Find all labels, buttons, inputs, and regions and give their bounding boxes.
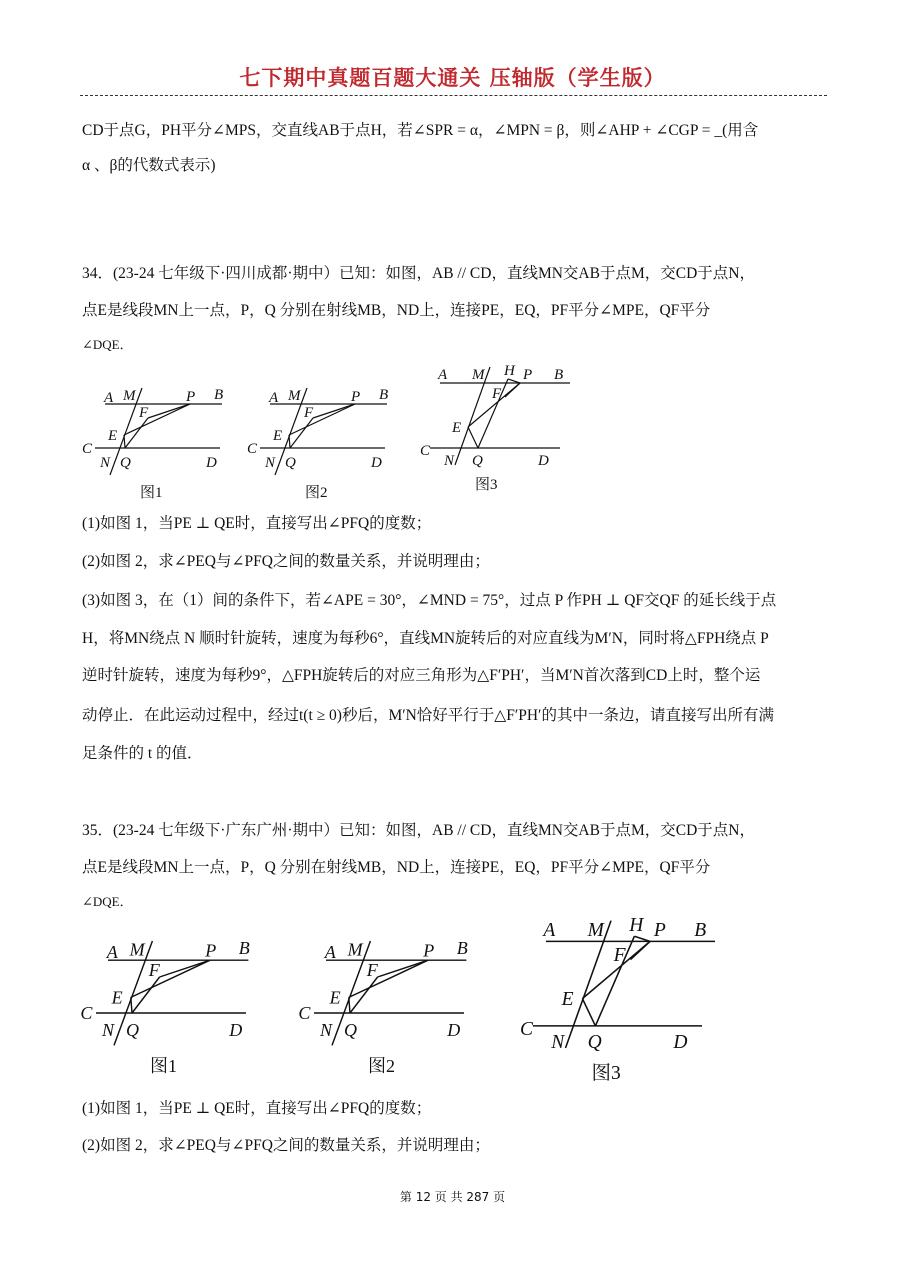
point-label: C	[420, 443, 431, 459]
figure-caption: 图3	[475, 477, 498, 493]
point-label: B	[456, 938, 468, 959]
point-label: N	[265, 455, 276, 471]
point-label: N	[551, 1032, 565, 1053]
question: (2)如图 2，求∠PEQ与∠PFQ之间的数量关系，并说明理由；	[82, 553, 490, 570]
point-label: F	[139, 405, 149, 421]
problem-35-figure-2	[296, 935, 476, 1079]
point-label: F	[366, 959, 378, 980]
point-label: B	[554, 367, 564, 383]
point-label: B	[379, 387, 389, 403]
problem-34-text: ∠DQE．	[82, 337, 133, 352]
problem-35-figure-3	[520, 918, 728, 1087]
figure-segment	[124, 435, 125, 448]
point-label: F	[148, 959, 160, 980]
figure-caption: 图1	[140, 485, 163, 501]
figure-segment	[582, 999, 595, 1026]
question: (3)如图 3，在（1）间的条件下，若∠APE = 30°，∠MND = 75°，过点 P 作PH ⊥ QF交QF 的延长线于点	[82, 592, 777, 609]
point-label: C	[82, 441, 93, 457]
point-label: B	[214, 387, 224, 403]
point-label: N	[320, 1019, 333, 1040]
header-divider	[80, 95, 827, 96]
figure-segment	[148, 404, 190, 418]
point-label: Q	[120, 455, 131, 471]
page-number: 第 12 页 共 287 页	[399, 1190, 506, 1204]
point-label: D	[538, 453, 549, 469]
point-label: E	[452, 420, 462, 436]
problem-34-figure-2	[245, 383, 395, 503]
point-label: H	[504, 365, 515, 379]
point-label: M	[288, 388, 301, 404]
point-label: D	[673, 1032, 688, 1053]
point-label: A	[324, 941, 336, 962]
point-label: A	[438, 367, 448, 383]
point-label: Q	[344, 1019, 357, 1040]
figure-caption: 图2	[368, 1055, 395, 1076]
point-label: E	[561, 989, 574, 1011]
figure-caption: 图2	[305, 485, 328, 501]
point-label: C	[247, 441, 258, 457]
point-label: A	[543, 920, 556, 942]
point-label: A	[269, 390, 279, 406]
figure-segment	[468, 427, 478, 448]
problem-34-text: 点E是线段MN上一点，P，Q 分别在射线MB，ND上，连接PE，EQ，PF平分∠MPE，QF平分	[82, 302, 711, 319]
point-label: P	[205, 940, 217, 961]
point-label: N	[444, 453, 455, 469]
point-label: N	[102, 1019, 115, 1040]
problem-35-figure-1	[78, 935, 258, 1079]
figure-segment	[631, 941, 651, 959]
point-label: B	[238, 938, 250, 959]
point-label: C	[80, 1003, 93, 1023]
problem-35-text: 35．(23-24 七年级下·广东广州·期中）已知：如图，AB // CD，直线MN交AB于点M，交CD于点N，	[82, 822, 755, 839]
text-line: CD于点G，PH平分∠MPS，交直线AB于点H，若∠SPR = α，∠MPN = β，则∠AHP + ∠CGP = _(用含	[82, 122, 759, 139]
point-label: N	[100, 455, 111, 471]
point-label: E	[329, 987, 341, 1008]
problem-35-text: 点E是线段MN上一点，P，Q 分别在射线MB，ND上，连接PE，EQ，PF平分∠MPE，QF平分	[82, 859, 711, 876]
figure-segment	[378, 960, 428, 977]
point-label: P	[186, 389, 196, 405]
page-title: 七下期中真题百题大通关 压轴版（学生版）	[239, 66, 666, 90]
point-label: M	[123, 388, 136, 404]
point-label: D	[206, 455, 217, 471]
point-label: F	[304, 405, 314, 421]
point-label: H	[629, 918, 644, 936]
point-label: P	[653, 920, 666, 942]
point-label: A	[104, 390, 114, 406]
point-label: E	[111, 987, 123, 1008]
point-label: F	[613, 944, 626, 966]
point-label: F	[492, 386, 502, 402]
figure-caption: 图3	[591, 1063, 621, 1085]
figure-segment	[508, 379, 520, 383]
point-label: P	[523, 367, 533, 383]
point-label: D	[447, 1019, 461, 1040]
point-label: D	[371, 455, 382, 471]
text-line: α 、β的代数式表示)	[82, 157, 216, 174]
point-label: P	[423, 940, 435, 961]
figure-segment	[160, 960, 210, 977]
point-label: C	[298, 1003, 311, 1023]
figure-segment	[634, 936, 650, 941]
question: 足条件的 t 的值．	[82, 745, 203, 762]
point-label: M	[587, 920, 604, 942]
question: 动停止．在此运动过程中，经过t(t ≥ 0)秒后，M′N恰好平行于△F′PH′的其中一条边，请直接写出所有满	[82, 707, 774, 724]
point-label: P	[351, 389, 361, 405]
question: H，将MN绕点 N 顺时针旋转，速度为每秒6°，直线MN旋转后的对应直线为M′N，同时将△FPH绕点 P	[82, 630, 769, 647]
point-label: M	[129, 939, 145, 960]
point-label: Q	[587, 1032, 602, 1053]
figure-segment	[505, 383, 520, 397]
question: (2)如图 2，求∠PEQ与∠PFQ之间的数量关系，并说明理由；	[82, 1137, 490, 1154]
point-label: E	[108, 428, 118, 444]
question: (1)如图 1，当PE ⊥ QE时，直接写出∠PFQ的度数；	[82, 515, 432, 532]
problem-35-text: ∠DQE．	[82, 894, 133, 909]
question: 逆时针旋转，速度为每秒9°，△FPH旋转后的对应三角形为△F′PH′，当M′N首次落到CD上时，整个运	[82, 667, 761, 684]
point-label: D	[229, 1019, 243, 1040]
point-label: M	[347, 939, 363, 960]
point-label: Q	[472, 453, 483, 469]
figure-segment	[131, 997, 132, 1013]
point-label: Q	[126, 1019, 139, 1040]
question: (1)如图 1，当PE ⊥ QE时，直接写出∠PFQ的度数；	[82, 1100, 432, 1117]
point-label: A	[106, 941, 118, 962]
problem-34-text: 34．(23-24 七年级下·四川成都·期中）已知：如图，AB // CD，直线MN交AB于点M，交CD于点N，	[82, 265, 755, 282]
figure-segment	[349, 997, 350, 1013]
problem-34-figure-1	[80, 383, 230, 503]
problem-34-figure-3	[420, 365, 580, 495]
figure-segment	[313, 404, 355, 418]
figure-segment	[289, 435, 290, 448]
point-label: E	[273, 428, 283, 444]
point-label: M	[472, 367, 485, 383]
point-label: C	[520, 1019, 534, 1040]
point-label: Q	[285, 455, 296, 471]
point-label: B	[694, 920, 707, 942]
figure-caption: 图1	[150, 1055, 177, 1076]
